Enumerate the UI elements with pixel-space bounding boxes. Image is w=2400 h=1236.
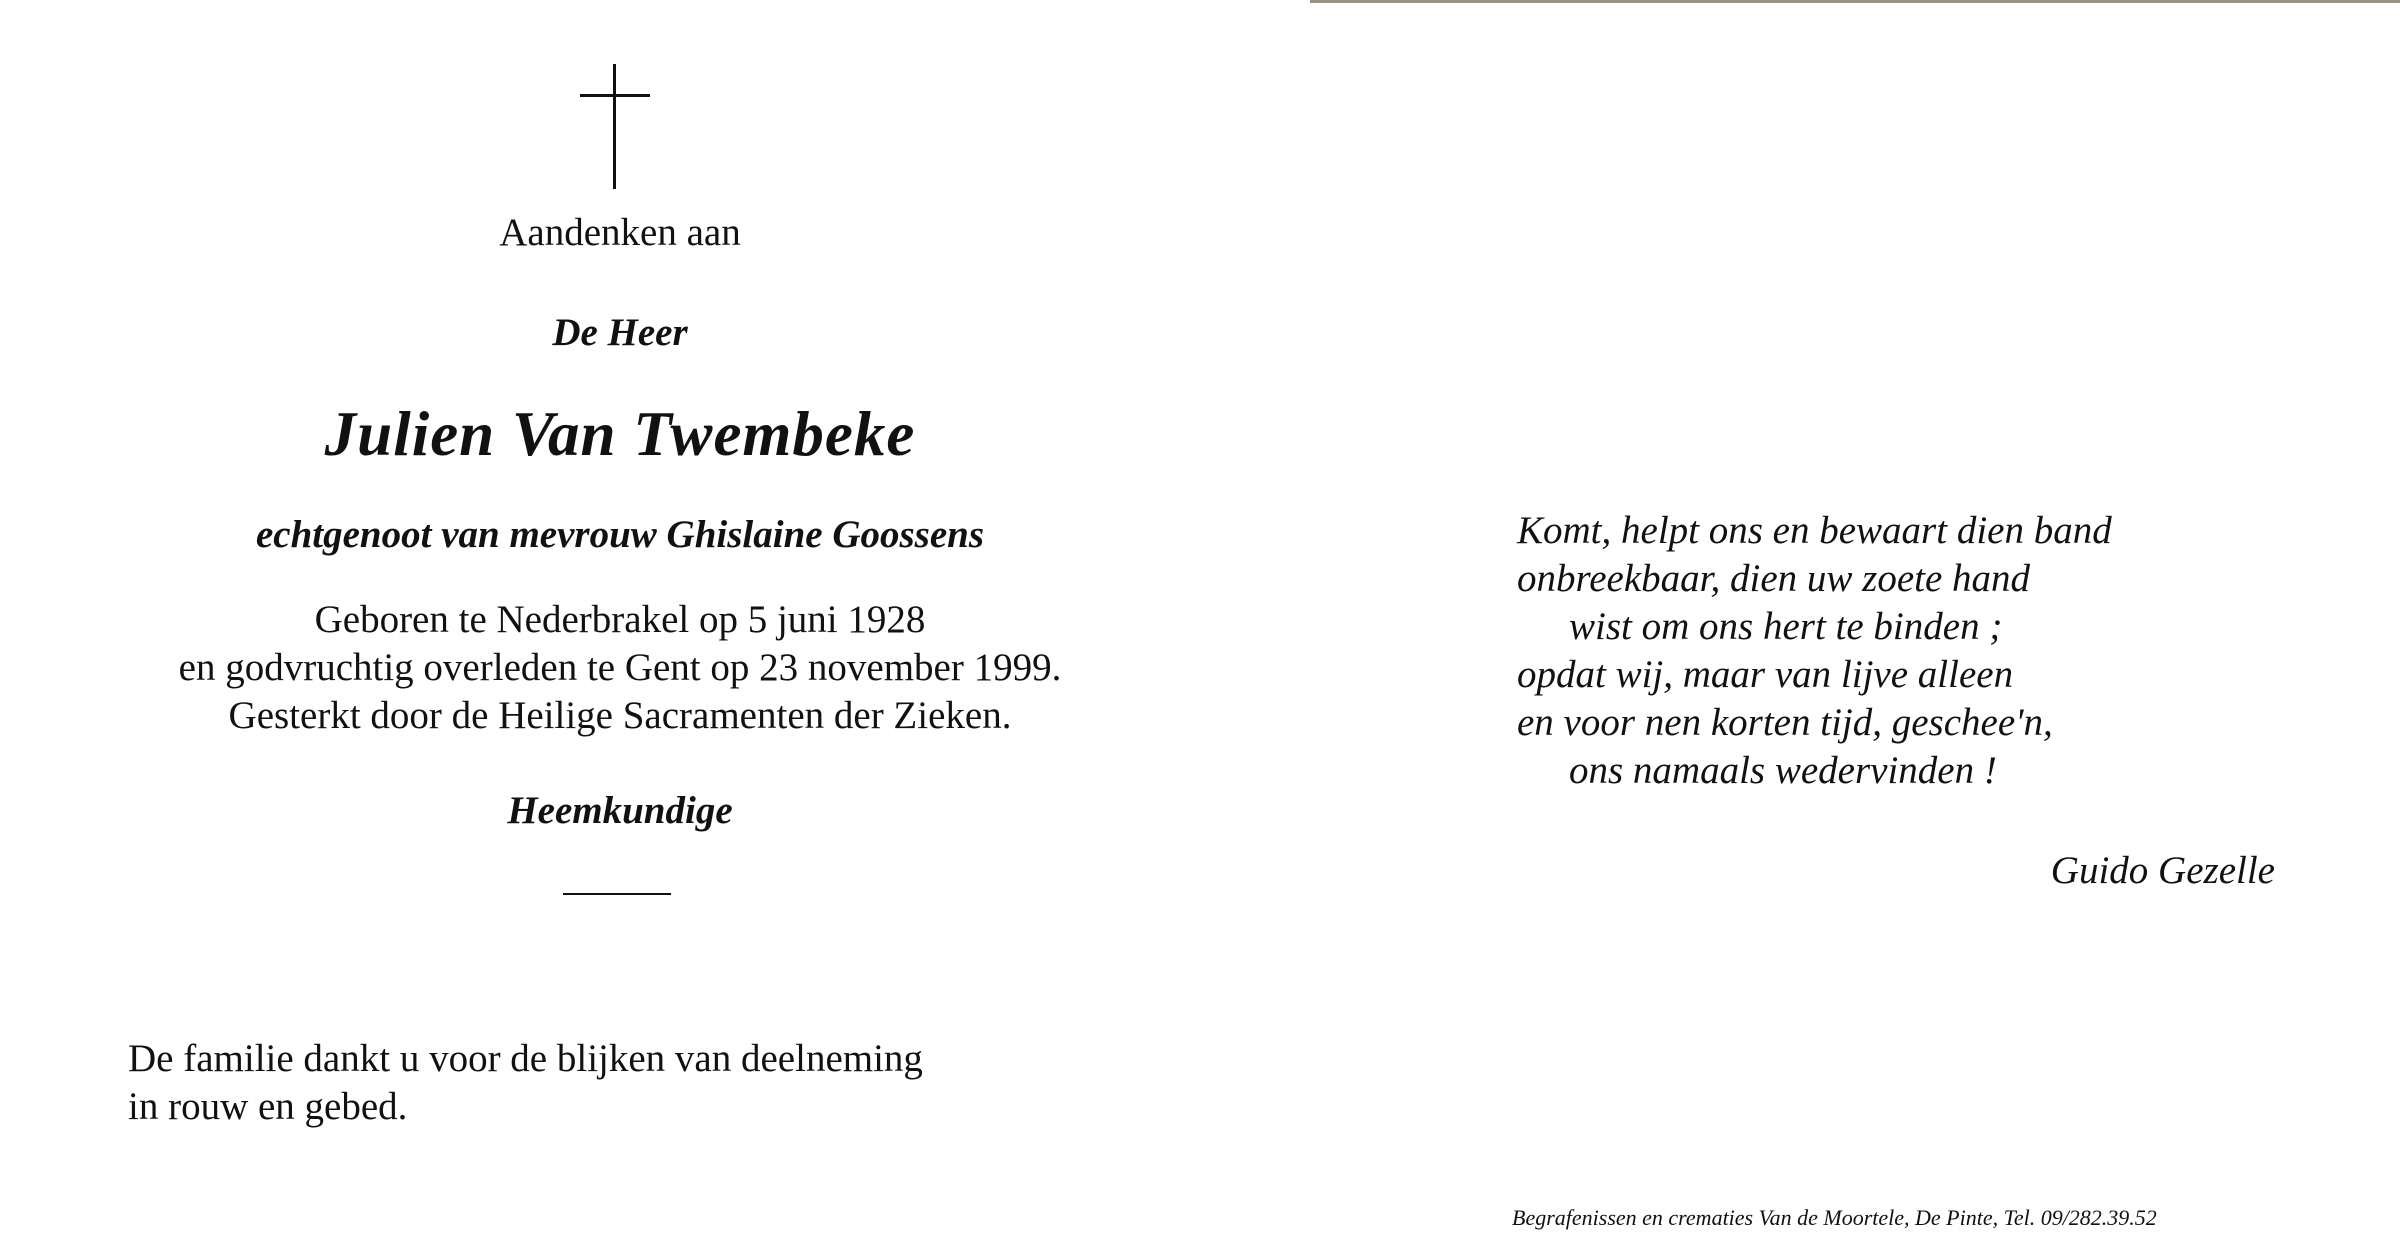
- spouse-line: echtgenoot van mevrouw Ghislaine Goossens: [255, 513, 985, 556]
- poem-line: en voor nen korten tijd, geschee'n,: [1517, 701, 2053, 744]
- life-details: [50, 596, 1190, 740]
- intro-text: Aandenken aan: [499, 211, 741, 254]
- thanks-line: De familie dankt u voor de blijken van deelneming: [128, 1037, 923, 1080]
- top-edge-line: [1310, 0, 2400, 3]
- sacrament-line: Gesterkt door de Heilige Sacramenten der Zieken.: [228, 694, 1012, 737]
- poem-line: ons namaals wedervinden !: [1569, 749, 1997, 792]
- funeral-home-footer: Begrafenissen en crematies Van de Moortele, De Pinte, Tel. 09/282.39.52: [1512, 1205, 2157, 1230]
- birth-line: Geboren te Nederbrakel op 5 juni 1928: [314, 598, 926, 641]
- occupation: Heemkundige: [507, 789, 733, 832]
- death-line: en godvruchtig overleden te Gent op 23 november 1999.: [178, 646, 1062, 689]
- poem-line: onbreekbaar, dien uw zoete hand: [1517, 557, 2031, 600]
- poem-author: Guido Gezelle: [2050, 849, 2275, 892]
- poem: [1517, 507, 2112, 795]
- honorific: De Heer: [552, 311, 688, 354]
- poem-line: opdat wij, maar van lijve alleen: [1517, 653, 2014, 696]
- cross-icon: [580, 64, 650, 194]
- deceased-name: Julien Van Twembeke: [324, 399, 916, 469]
- poem-line: wist om ons hert te binden ;: [1569, 605, 2003, 648]
- thanks-text: [128, 1035, 923, 1131]
- separator-line: [563, 893, 671, 895]
- poem-line: Komt, helpt ons en bewaart dien band: [1517, 509, 2112, 552]
- thanks-line: in rouw en gebed.: [128, 1085, 408, 1128]
